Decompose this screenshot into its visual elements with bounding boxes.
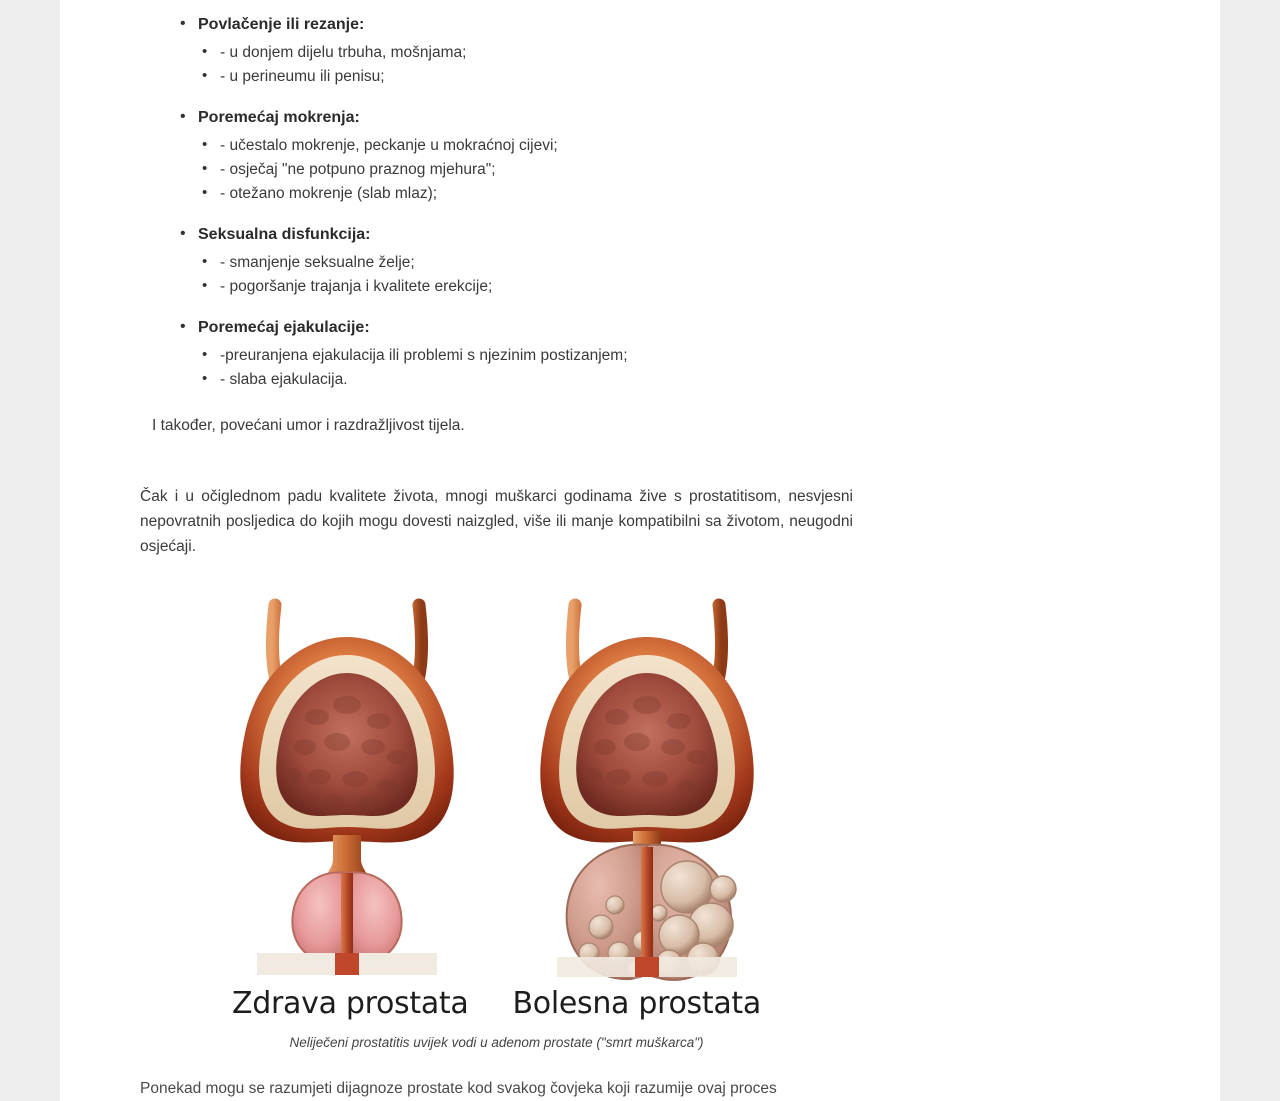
- list-item: • - osječaj "ne potpuno praznog mjehura";: [202, 158, 1140, 182]
- symptom-group-header: [180, 317, 1140, 339]
- symptom-group: [180, 224, 1140, 299]
- list-item: • - u perineumu ili penisu;: [202, 65, 1140, 89]
- symptom-group: [180, 14, 1140, 89]
- symptom-sublist: [180, 41, 1140, 89]
- symptom-sublist: [180, 134, 1140, 206]
- diseased-prostate-illustration: [540, 605, 753, 980]
- symptom-group-header: [180, 224, 1140, 246]
- document-content: [60, 0, 1220, 1101]
- list-item: • - pogoršanje trajanja i kvalitete erekcije;: [202, 275, 1140, 299]
- list-item: • - otežano mokrenje (slab mlaz);: [202, 182, 1140, 206]
- prostate-diagram-svg: [197, 597, 797, 992]
- symptom-group-title: • Seksualna disfunkcija:: [198, 226, 371, 243]
- healthy-prostate-illustration: [240, 605, 453, 975]
- list-item: • -preuranjena ejakulacija ili problemi s njezinim postizanjem;: [202, 344, 1140, 368]
- label-diseased-prostate: Bolesna prostata: [512, 986, 761, 1021]
- symptom-group-title: • Povlačenje ili rezanje:: [198, 16, 365, 33]
- figure-caption: Neliječeni prostatitis uvijek vodi u adenom prostate ("smrt muškarca"): [289, 1035, 704, 1050]
- symptom-sublist: [180, 344, 1140, 392]
- symptom-group-title: • Poremećaj mokrenja:: [198, 109, 360, 126]
- symptom-group: [180, 317, 1140, 392]
- list-item: • - u donjem dijelu trbuha, mošnjama;: [202, 41, 1140, 65]
- symptom-list: [140, 14, 1140, 392]
- document-page: [60, 0, 1220, 1101]
- prostate-illustration: [197, 597, 797, 992]
- list-item: • - smanjenje seksualne želje;: [202, 251, 1140, 275]
- prostate-figure: [140, 597, 853, 1050]
- symptom-group-header: [180, 107, 1140, 129]
- list-item: • - slaba ejakulacija.: [202, 368, 1140, 392]
- additional-note: I također, povećani umor i razdražljivost tijela.: [152, 417, 465, 434]
- label-healthy-prostate: Zdrava prostata: [232, 986, 469, 1021]
- list-item: • - učestalo mokrenje, peckanje u mokraćnoj cijevi;: [202, 134, 1140, 158]
- symptom-sublist: [180, 251, 1140, 299]
- body-paragraph: Čak i u očiglednom padu kvalitete života, mnogi muškarci godinama žive s prostatitisom, nesvjesni nepovratnih posljedica do kojih mogu dovesti naizgled, više ili manje kompatibilni sa životom, neugodni osjećaji.: [140, 488, 853, 555]
- symptom-group: [180, 107, 1140, 206]
- bottom-paragraph: Ponekad mogu se razumjeti dijagnoze prostate kod svakog čovjeka koji razumije ovaj proces: [140, 1080, 777, 1097]
- symptom-group-header: [180, 14, 1140, 36]
- symptom-group-title: • Poremećaj ejakulacije:: [198, 319, 370, 336]
